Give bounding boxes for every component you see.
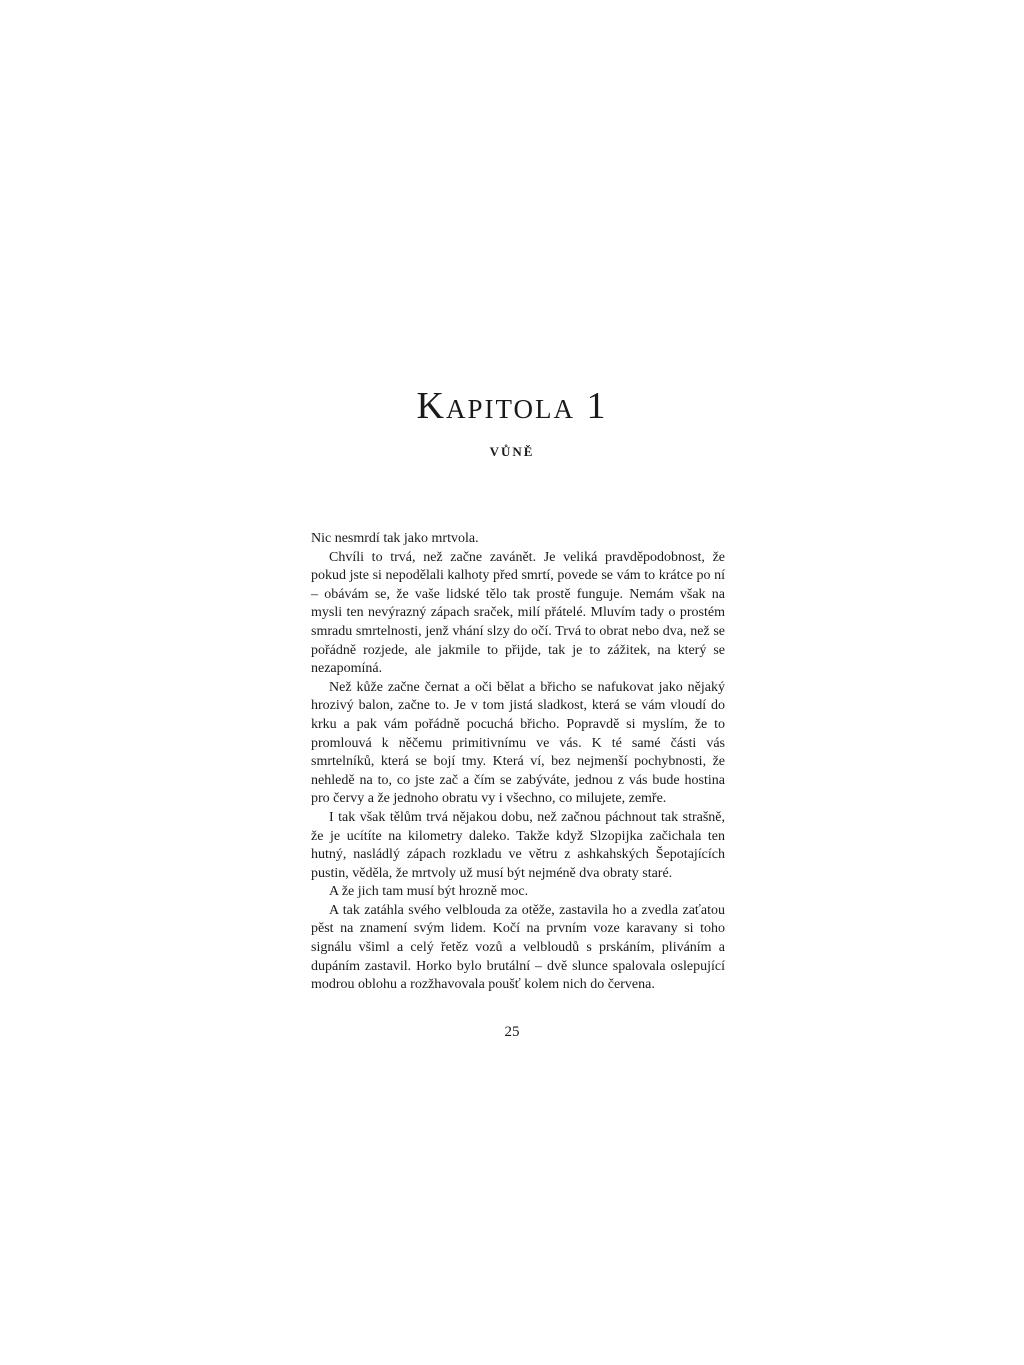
paragraph-5: A že jich tam musí být hrozně moc. [329,884,529,900]
chapter-subtitle: VŮNĚ [489,444,535,459]
paragraph-1: Nic nesmrdí tak jako mrtvola. [311,531,479,546]
page-number: 25 [504,1024,520,1040]
paragraph-3: Než kůže začne černat a oči bělat a břicho se nafukovat jako nějaký hrozivý balon, začne to. Je v tom jistá sladkost, která se vám vloudí do krku a pak vám pořádně pocuchá břicho. Popravdě si myslím, že to promlouvá k něčemu primitivnímu ve vás. K té samé části vás smrtelníků, která se bojí tmy. Která ví, bez nejmenší pochybnosti, že nehledě na to, co jste zač a čím se zabýváte, jednou z vás bude hostina pro červy a že jednoho obratu vy i všechno, co milujete, zemře. [311,679,725,807]
body-text [311,530,725,995]
paragraph-4: I tak však tělům trvá nějakou dobu, než začnou páchnout tak strašně, že je ucítíte na kilometry daleko. Takže když Slzopijka začichala ten hutný, nasládlý zápach rozkladu ve větru z ashkahských Šepotajících pustin, věděla, že mrtvoly už musí být nejméně dva obraty staré. [311,809,725,881]
paragraph-6: A tak zatáhla svého velblouda za otěže, zastavila ho a zvedla zaťatou pěst na znamení svým lidem. Kočí na prvním voze karavany si toho signálu všiml a celý řetěz vozů a velbloudů s prskáním, pliváním a dupáním zastavil. Horko bylo brutální – dvě slunce spalovala oslepující modrou oblohu a rozžhavovala poušť kolem nich do červena. [311,902,725,993]
paragraph-2: Chvíli to trvá, než začne zavánět. Je veliká pravděpodobnost, že pokud jste si nepodělali kalhoty před smrtí, povede se vám to krátce po ní – obávám se, že vaše lidské tělo tak prostě funguje. Nemám však na mysli ten nevýrazný zápach sraček, milí přátelé. Mluvím tady o prostém smradu smrtelnosti, jenž vhání slzy do očí. Trvá to obrat nebo dva, než se pořádně rozjede, ale jakmile to přijde, tak je to zážitek, na který se nezapomíná. [311,549,725,677]
chapter-heading: Kapitola 1 [416,385,608,427]
